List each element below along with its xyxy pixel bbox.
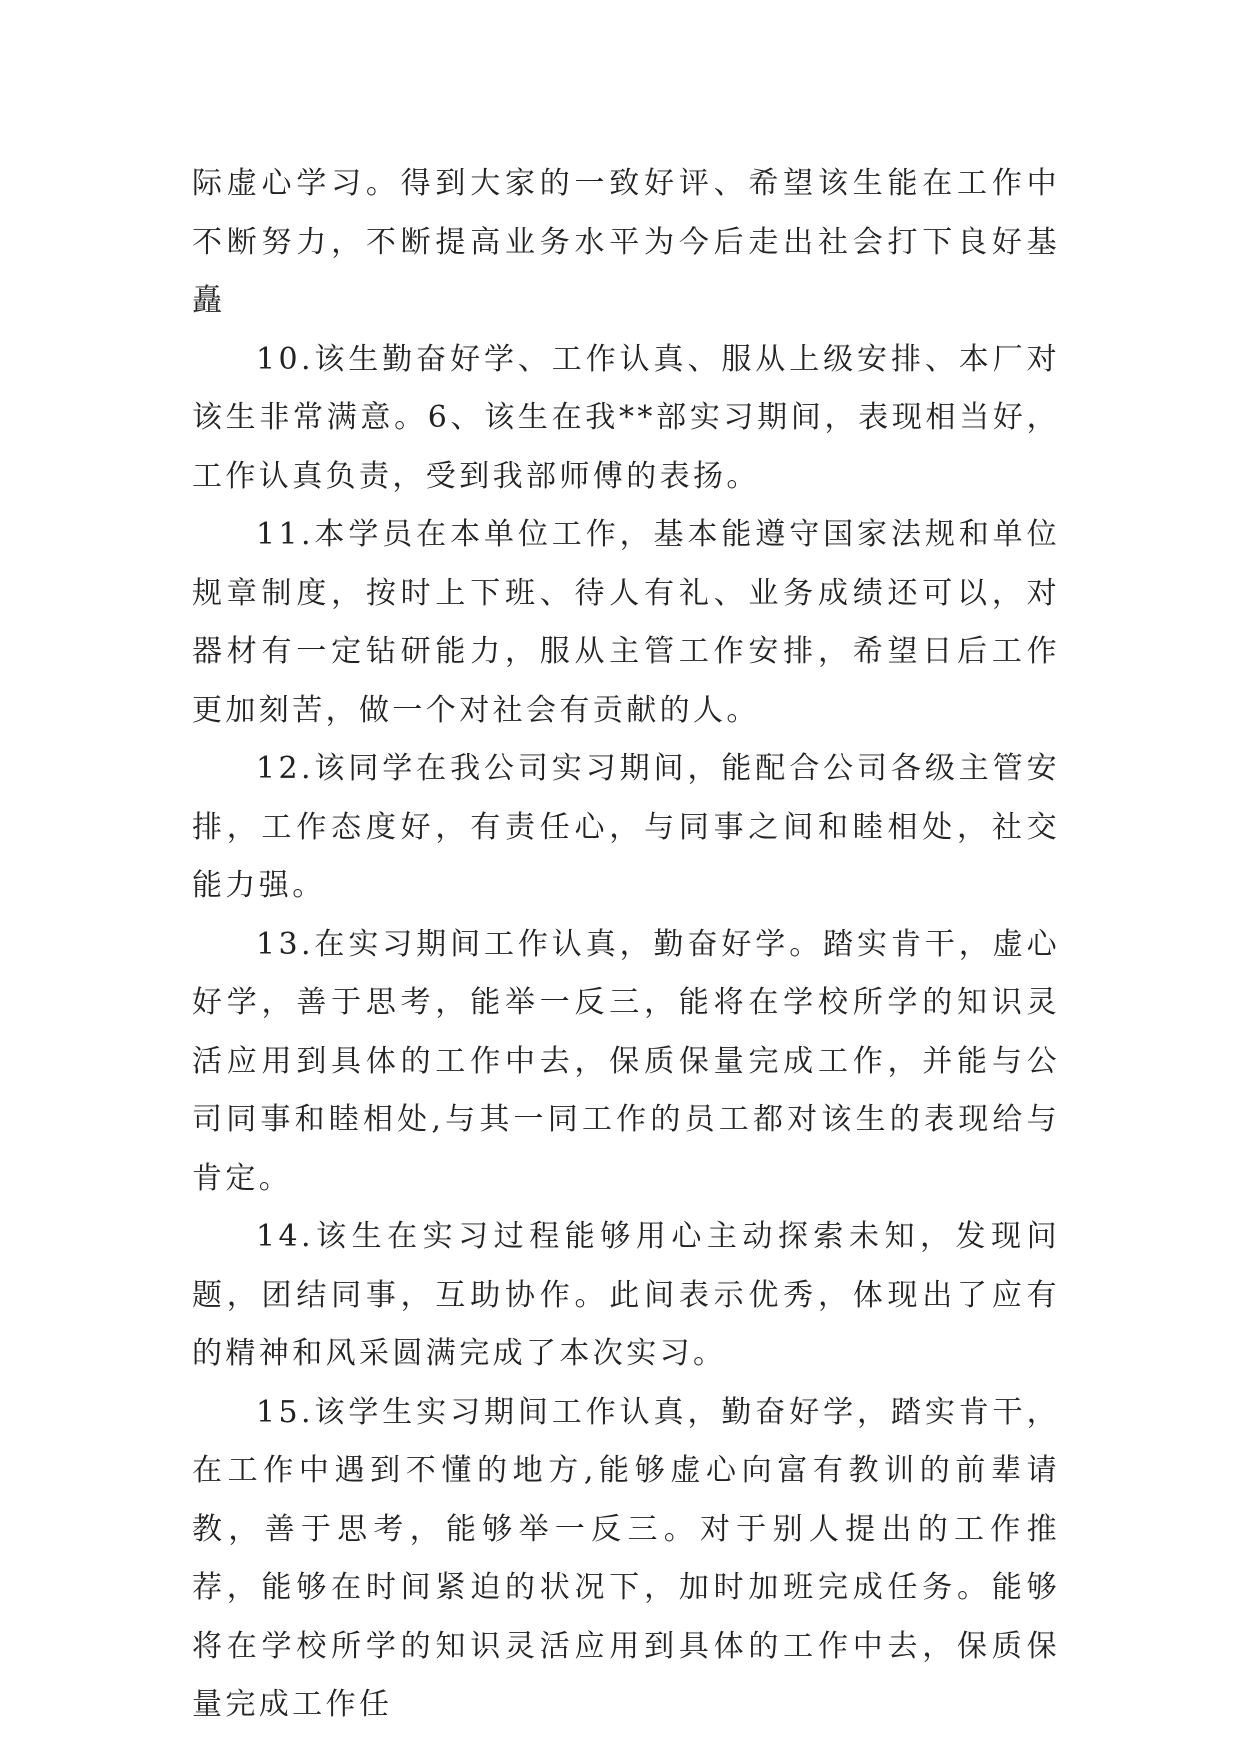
paragraph-item-14: 14.该生在实习过程能够用心主动探索未知，发现问题，团结同事，互助协作。此间表示优秀，体现出了应有的精神和风采圆满完成了本次实习。 <box>192 1219 1060 1371</box>
paragraph-item-10: 10.该生勤奋好学、工作认真、服从上级安排、本厂对该生非常满意。6、该生在我**部实习期间，表现相当好，工作认真负责，受到我部师傅的表扬。 <box>192 341 1060 494</box>
paragraph-continuation: 际虚心学习。得到大家的一致好评、希望该生能在工作中不断努力，不断提高业务水平为今后走出社会打下良好基矗 <box>192 166 1060 318</box>
paragraph-item-12: 12.该同学在我公司实习期间，能配合公司各级主管安排，工作态度好，有责任心，与同事之间和睦相处，社交能力强。 <box>192 751 1060 903</box>
paragraph-item-13: 13.在实习期间工作认真，勤奋好学。踏实肯干，虚心好学，善于思考，能举一反三，能将在学校所学的知识灵活应用到具体的工作中去，保质保量完成工作，并能与公司同事和睦相处,与其一同工作的员工都对该生的表现给与肯定。 <box>192 926 1060 1196</box>
document-body <box>192 155 1060 1735</box>
paragraph-item-15: 15.该学生实习期间工作认真，勤奋好学，踏实肯干，在工作中遇到不懂的地方,能够虚心向富有教训的前辈请教，善于思考，能够举一反三。对于别人提出的工作推荐，能够在时间紧迫的状况下，加时加班完成任务。能够将在学校所学的知识灵活应用到具体的工作中去，保质保量完成工作任 <box>192 1394 1060 1722</box>
paragraph-item-11: 11.本学员在本单位工作，基本能遵守国家法规和单位规章制度，按时上下班、待人有礼、业务成绩还可以，对器材有一定钻研能力，服从主管工作安排，希望日后工作更加刻苦，做一个对社会有贡献的人。 <box>192 517 1060 728</box>
